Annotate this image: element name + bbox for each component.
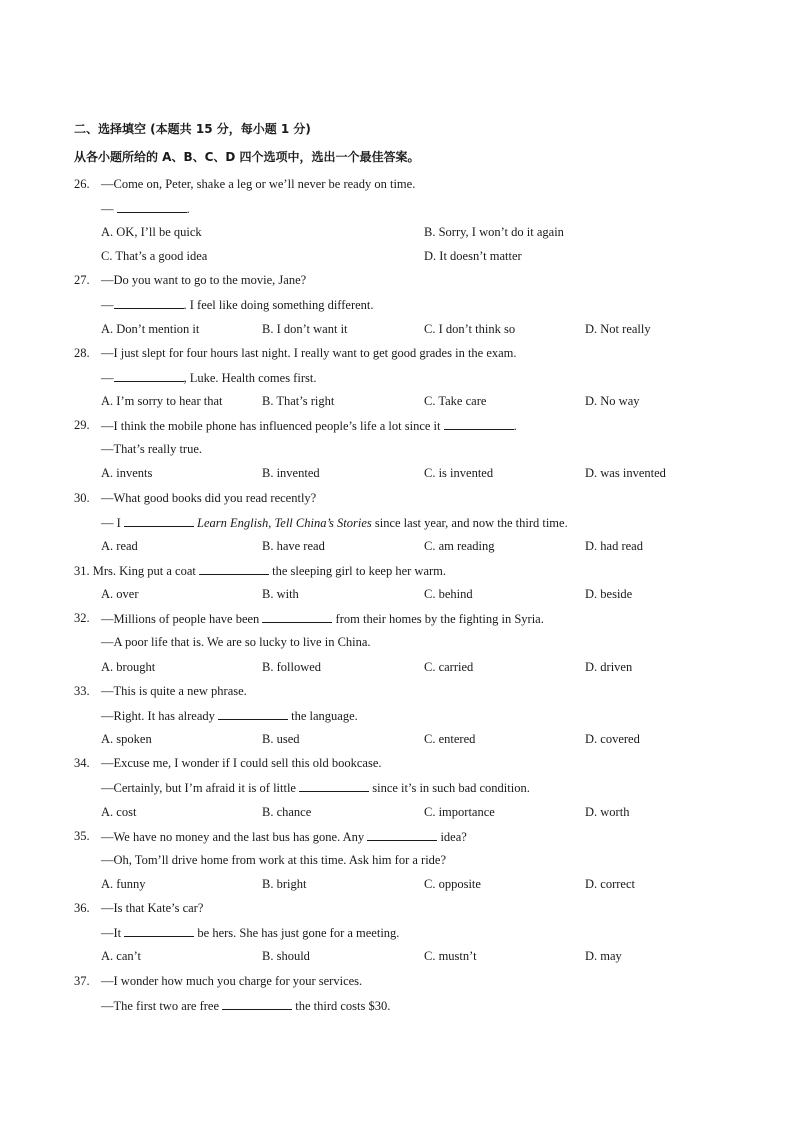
question-number: 30. (74, 491, 90, 505)
question-line: —What good books did you read recently? (101, 491, 317, 505)
option-c[interactable]: C. entered (424, 732, 476, 746)
option-a[interactable]: A. brought (101, 660, 156, 674)
question-line: — . I feel like doing something different. (101, 298, 374, 312)
option-d[interactable]: D. It doesn’t matter (424, 249, 522, 263)
answer-blank[interactable] (299, 779, 369, 792)
question-number: 35. (74, 829, 90, 843)
question-line: —That’s really true. (101, 442, 203, 456)
answer-blank[interactable] (367, 828, 437, 841)
question-line: —Is that Kate’s car? (101, 901, 204, 915)
question-line: —Come on, Peter, shake a leg or we’ll never be ready on time. (101, 177, 416, 191)
option-a[interactable]: A. cost (101, 805, 137, 819)
answer-blank[interactable] (444, 417, 514, 430)
question-line: —I wonder how much you charge for your services. (101, 974, 363, 988)
question-number: 36. (74, 901, 90, 915)
option-c[interactable]: C. mustn’t (424, 949, 477, 963)
question-line: —We have no money and the last bus has gone. Any idea? (101, 830, 467, 844)
option-b[interactable]: B. I don’t want it (262, 322, 348, 336)
option-a[interactable]: A. read (101, 539, 138, 553)
option-a[interactable]: A. can’t (101, 949, 142, 963)
question-line: —Millions of people have been from their homes by the fighting in Syria. (101, 612, 544, 626)
option-c[interactable]: C. opposite (424, 877, 481, 891)
answer-blank[interactable] (114, 296, 184, 309)
option-c[interactable]: C. Take care (424, 394, 487, 408)
question-line: — I Learn English, Tell China’s Stories since last year, and now the third time. (101, 516, 568, 530)
option-d[interactable]: D. correct (585, 877, 635, 891)
question-line: —Certainly, but I’m afraid it is of little since it’s in such bad condition. (101, 781, 530, 795)
option-a[interactable]: A. funny (101, 877, 146, 891)
option-d[interactable]: D. worth (585, 805, 630, 819)
option-d[interactable]: D. had read (585, 539, 643, 553)
option-a[interactable]: A. Don’t mention it (101, 322, 200, 336)
option-c[interactable]: C. behind (424, 587, 473, 601)
answer-blank[interactable] (124, 924, 194, 937)
option-c[interactable]: C. That’s a good idea (101, 249, 208, 263)
option-a[interactable]: A. OK, I’ll be quick (101, 225, 202, 239)
option-d[interactable]: D. was invented (585, 466, 666, 480)
option-d[interactable]: D. driven (585, 660, 633, 674)
question-number: 37. (74, 974, 90, 988)
question-line: —A poor life that is. We are so lucky to live in China. (101, 635, 371, 649)
option-a[interactable]: A. I’m sorry to hear that (101, 394, 223, 408)
question-number: 26. (74, 177, 90, 191)
option-c[interactable]: C. is invented (424, 466, 494, 480)
answer-blank[interactable] (117, 200, 187, 213)
question-line: — , Luke. Health comes first. (101, 371, 317, 385)
option-b[interactable]: B. should (262, 949, 310, 963)
question-number: 32. (74, 611, 90, 625)
option-c[interactable]: C. importance (424, 805, 495, 819)
question-number: 34. (74, 756, 90, 770)
option-c[interactable]: C. am reading (424, 539, 495, 553)
question-number: 31. (74, 564, 90, 578)
question-number: 29. (74, 418, 90, 432)
option-a[interactable]: A. invents (101, 466, 153, 480)
option-b[interactable]: B. have read (262, 539, 325, 553)
option-d[interactable]: D. No way (585, 394, 640, 408)
option-a[interactable]: A. spoken (101, 732, 152, 746)
answer-blank[interactable] (222, 997, 292, 1010)
question-line: —Do you want to go to the movie, Jane? (101, 273, 307, 287)
question-line: —This is quite a new phrase. (101, 684, 247, 698)
option-a[interactable]: A. over (101, 587, 139, 601)
option-d[interactable]: D. covered (585, 732, 640, 746)
option-d[interactable]: D. may (585, 949, 622, 963)
question-line: —The first two are free the third costs $30. (101, 999, 391, 1013)
question-number: 28. (74, 346, 90, 360)
answer-blank[interactable] (262, 610, 332, 623)
section-title: 二、选择填空 (本题共 15 分，每小题 1 分) (74, 122, 311, 136)
option-b[interactable]: B. chance (262, 805, 312, 819)
book-title: Learn English, Tell China’s Stories (197, 516, 372, 530)
question-line: —It be hers. She has just gone for a meeting. (101, 926, 400, 940)
section-instruction: 从各小题所给的 A、B、C、D 四个选项中，选出一个最佳答案。 (74, 150, 420, 164)
answer-blank[interactable] (124, 514, 194, 527)
answer-blank[interactable] (114, 369, 184, 382)
option-d[interactable]: D. beside (585, 587, 633, 601)
option-b[interactable]: B. That’s right (262, 394, 335, 408)
option-b[interactable]: B. with (262, 587, 299, 601)
question-number: 27. (74, 273, 90, 287)
question-line: —Right. It has already the language. (101, 709, 358, 723)
option-c[interactable]: C. carried (424, 660, 474, 674)
question-line: —Excuse me, I wonder if I could sell this old bookcase. (101, 756, 382, 770)
option-b[interactable]: B. invented (262, 466, 320, 480)
option-b[interactable]: B. used (262, 732, 300, 746)
option-b[interactable]: B. Sorry, I won’t do it again (424, 225, 564, 239)
question-line: —I think the mobile phone has influenced people’s life a lot since it . (101, 419, 517, 433)
question-line: —I just slept for four hours last night. I really want to get good grades in the exam. (101, 346, 517, 360)
option-b[interactable]: B. followed (262, 660, 322, 674)
option-d[interactable]: D. Not really (585, 322, 651, 336)
question-number: 33. (74, 684, 90, 698)
question-line: 31. Mrs. King put a coat the sleeping girl to keep her warm. (74, 564, 447, 578)
question-line: — . (101, 202, 190, 216)
option-b[interactable]: B. bright (262, 877, 307, 891)
answer-blank[interactable] (218, 707, 288, 720)
option-c[interactable]: C. I don’t think so (424, 322, 516, 336)
question-line: —Oh, Tom’ll drive home from work at this time. Ask him for a ride? (101, 853, 447, 867)
answer-blank[interactable] (199, 562, 269, 575)
